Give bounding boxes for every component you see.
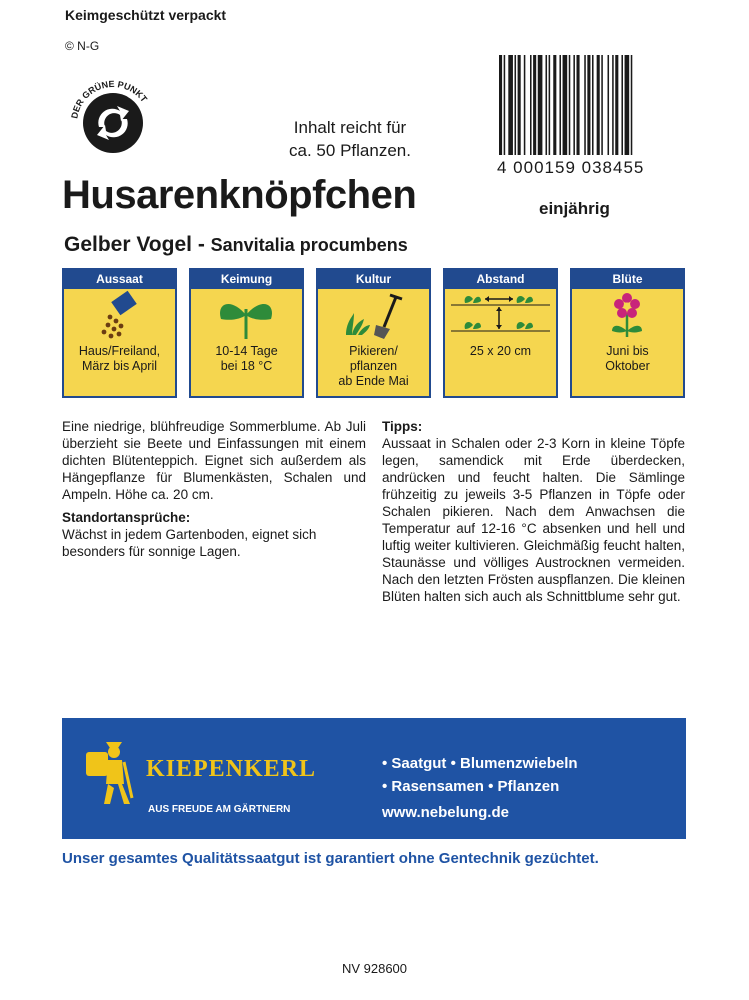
card-sowing (62, 268, 177, 398)
card-line: Juni bis (606, 344, 649, 358)
barcode-bar (524, 55, 526, 155)
card-line: Pikieren/ (349, 344, 398, 358)
barcode-bar (631, 55, 633, 155)
location-text: Wächst in jedem Gartenboden, eignet sich besonders für sonnige Lagen. (62, 527, 317, 559)
gmo-free-guarantee: Unser gesamtes Qualitätssaatgut ist garantiert ohne Gentechnik gezüchtet. (62, 850, 599, 867)
barcode-bar (592, 55, 594, 155)
barcode-bar (546, 55, 548, 155)
barcode-bar (608, 55, 610, 155)
barcode-bar (504, 55, 506, 155)
description-text: Eine niedrige, blühfreudige Sommerblume. Ab Juli überzieht sie Beete und Einfassungen mit einem dichten Blütenteppich. Eignet sich außerdem als Hängepflanze für Blumenkästen, Schalen und Ampeln. Höhe ca. 20 cm. (62, 419, 366, 502)
barcode-number: 4 000159 038455 (497, 158, 645, 177)
barcode-bar (499, 55, 502, 155)
packaging-note: Keimgeschützt verpackt (65, 7, 227, 23)
barcode-bar (573, 55, 575, 155)
barcode-bar (563, 55, 568, 155)
variety-name: Gelber Vogel (64, 233, 192, 256)
brand-band (62, 718, 686, 839)
growing-info-cards (62, 268, 686, 400)
card-germination (189, 268, 304, 398)
barcode-bar (508, 55, 513, 155)
contents-line: ca. 50 Pflanzen. (289, 141, 411, 160)
brand-line: • Rasensamen • Pflanzen (382, 778, 560, 795)
copyright: © N-G (65, 39, 100, 53)
barcode-bar (518, 55, 521, 155)
green-dot-logo (65, 75, 161, 171)
brand-product-list (382, 752, 578, 824)
barcode-bar (553, 55, 556, 155)
barcode-bar (530, 55, 532, 155)
card-line: März bis April (81, 359, 158, 373)
separator: - (191, 233, 211, 256)
location-heading: Standortansprüche: (62, 510, 191, 525)
card-title: Kultur (318, 270, 429, 289)
barcode-bar (569, 55, 571, 155)
card-title: Blüte (572, 270, 683, 289)
spacing-icon (445, 289, 556, 341)
brand-line: • Saatgut • Blumenzwiebeln (382, 755, 578, 772)
card-title: Abstand (445, 270, 556, 289)
card-line: Oktober (605, 359, 650, 373)
barcode-bar (577, 55, 580, 155)
card-line: 25 x 20 cm (469, 344, 532, 358)
article-number: NV 928600 (341, 961, 408, 976)
barcode-bar (601, 55, 603, 155)
barcode-bar (625, 55, 630, 155)
description-column (62, 418, 366, 560)
svg-text:DER GRÜNE PUNKT: DER GRÜNE PUNKT (69, 78, 150, 120)
brand-name: KIEPENKERL (146, 756, 317, 782)
sprout-icon (191, 289, 302, 341)
barcode-bars (497, 55, 683, 155)
contents-line: Inhalt reicht für (293, 118, 407, 137)
card-cultivation (316, 268, 431, 398)
barcode-bar (538, 55, 543, 155)
card-line: 10-14 Tage (215, 344, 278, 358)
card-line: bei 18 °C (220, 359, 273, 373)
barcode-bar (621, 55, 623, 155)
shovel-plant-icon (318, 289, 429, 341)
barcode-bar (515, 55, 517, 155)
barcode-bar (615, 55, 618, 155)
card-title: Keimung (191, 270, 302, 289)
tips-text: Aussaat in Schalen oder 2-3 Korn in kleine Töpfe legen, samendick mit Erde überdecken, andrücken und feucht halten. Die Sämlinge frühzeitig zu jeweils 3-5 Pflanzen in Töpfe oder Schalen pikieren. Nach dem Anwachsen die Temperatur auf 12-16 °C absenken und hell und luftig weiter kultivieren. Gleichmäßig feucht halten, Staunässe und völliges Austrocknen vermeiden. Nach den letzten Frösten auspflanzen. Die kleinen Blüten halten sich auch als Schnittblume sehr gut. (382, 436, 685, 604)
barcode-bar (533, 55, 536, 155)
brand-slogan: AUS FREUDE AM GÄRTNERN (148, 804, 291, 815)
card-line: pflanzen (349, 359, 398, 373)
botanical-name: Sanvitalia procumbens (210, 235, 408, 255)
flower-icon (572, 289, 683, 341)
barcode-bar (612, 55, 614, 155)
card-flowering (570, 268, 685, 398)
product-subtitle (64, 233, 408, 257)
product-title: Husarenknöpfchen (62, 173, 417, 217)
barcode (497, 55, 683, 175)
card-line: ab Ende Mai (338, 374, 409, 388)
lifecycle-label: einjährig (539, 199, 610, 218)
barcode-bar (559, 55, 561, 155)
brand-website: www.nebelung.de (382, 804, 509, 821)
card-spacing (443, 268, 558, 398)
barcode-bar (587, 55, 590, 155)
barcode-bar (549, 55, 551, 155)
contents-note (270, 116, 430, 162)
barcode-bar (584, 55, 586, 155)
tips-column (382, 418, 685, 605)
barcode-bar (597, 55, 600, 155)
card-line: Haus/Freiland, (78, 344, 161, 358)
card-title: Aussaat (64, 270, 175, 289)
tips-heading: Tipps: (382, 419, 423, 434)
seed-packet-icon (64, 289, 175, 341)
